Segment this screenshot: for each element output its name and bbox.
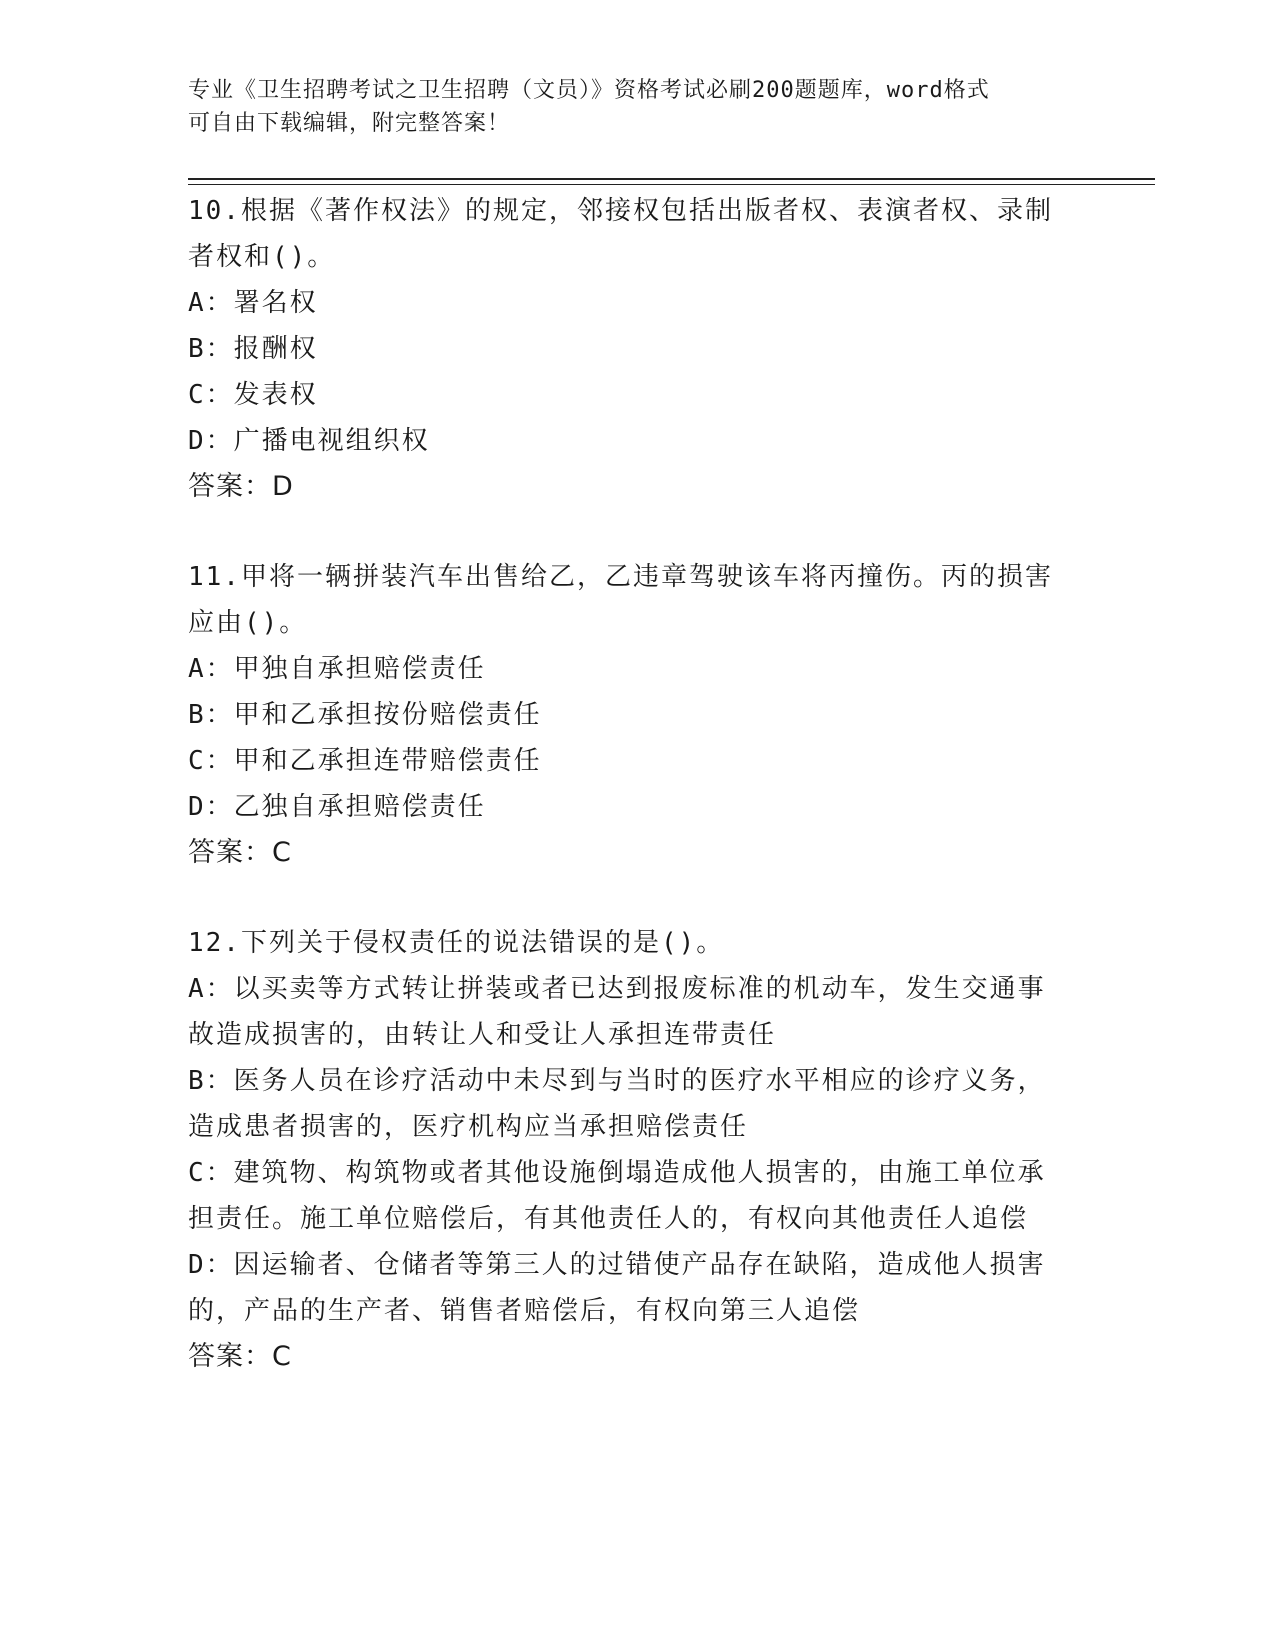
question-stem-line: 者权和()。	[188, 242, 336, 272]
option-b: B：甲和乙承担按份赔偿责任	[188, 700, 542, 730]
document-header	[188, 74, 1088, 140]
question-stem-line: 11.甲将一辆拼装汽车出售给乙，乙违章驾驶该车将丙撞伤。丙的损害	[188, 562, 1053, 592]
option-d: D：乙独自承担赔偿责任	[188, 792, 486, 822]
option-a: A：以买卖等方式转让拼装或者已达到报废标准的机动车，发生交通事	[188, 974, 1046, 1004]
question-stem-line: 12.下列关于侵权责任的说法错误的是()。	[188, 928, 725, 958]
option-d: D：因运输者、仓储者等第三人的过错使产品存在缺陷，造成他人损害	[188, 1250, 1046, 1280]
question-stem-line: 应由()。	[188, 608, 308, 638]
answer-label: 答案：D	[188, 471, 294, 502]
option-b: B：医务人员在诊疗活动中未尽到与当时的医疗水平相应的诊疗义务，	[188, 1066, 1046, 1096]
option-c: C：发表权	[188, 380, 318, 410]
answer-label: 答案：C	[188, 837, 292, 868]
option-c: C：甲和乙承担连带赔偿责任	[188, 746, 542, 776]
option-a: A：甲独自承担赔偿责任	[188, 654, 486, 684]
option-c-continued: 担责任。施工单位赔偿后，有其他责任人的，有权向其他责任人追偿	[188, 1204, 1029, 1234]
question-10	[188, 188, 1088, 510]
option-c: C：建筑物、构筑物或者其他设施倒塌造成他人损害的，由施工单位承	[188, 1158, 1046, 1188]
option-b-continued: 造成患者损害的，医疗机构应当承担赔偿责任	[188, 1112, 749, 1142]
option-a-continued: 故造成损害的，由转让人和受让人承担连带责任	[188, 1020, 777, 1050]
option-b: B：报酬权	[188, 334, 318, 364]
header-line-2: 可自由下载编辑，附完整答案！	[188, 111, 511, 136]
option-d: D：广播电视组织权	[188, 426, 430, 456]
option-a: A：署名权	[188, 288, 318, 318]
answer-label: 答案：C	[188, 1341, 292, 1372]
question-11	[188, 554, 1088, 876]
question-12	[188, 920, 1088, 1380]
header-rule-thin	[188, 184, 1155, 185]
option-d-continued: 的，产品的生产者、销售者赔偿后，有权向第三人追偿	[188, 1296, 861, 1326]
header-rule-thick	[188, 178, 1155, 180]
question-stem-line: 10.根据《著作权法》的规定，邻接权包括出版者权、表演者权、录制	[188, 196, 1053, 226]
header-line-1: 专业《卫生招聘考试之卫生招聘（文员）》资格考试必刷200题题库，word格式	[188, 78, 990, 103]
